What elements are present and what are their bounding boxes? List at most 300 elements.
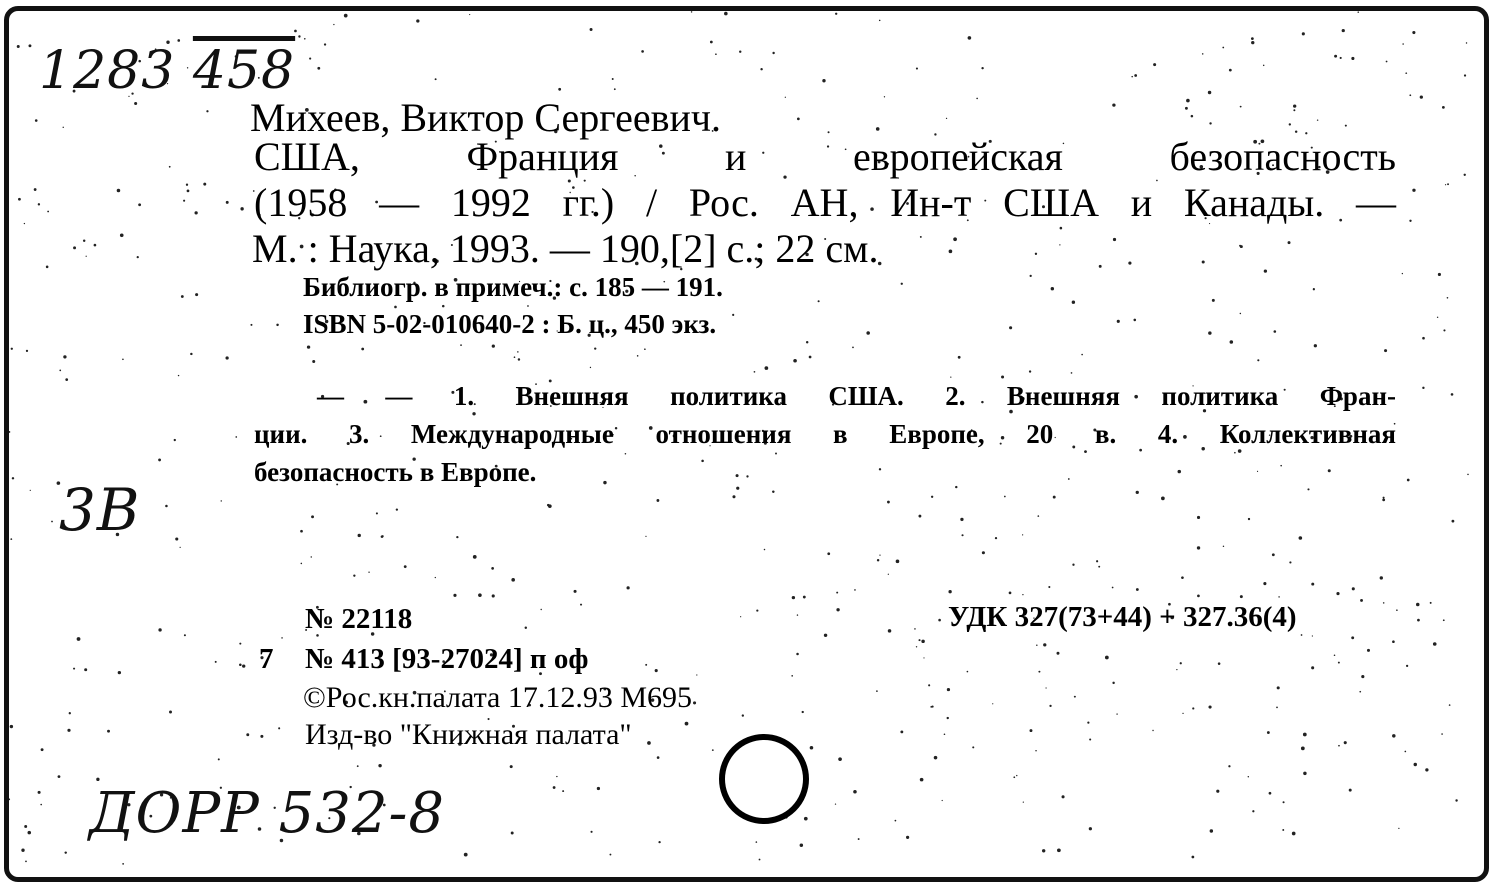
speck bbox=[1035, 750, 1036, 751]
speck bbox=[810, 746, 814, 750]
speck bbox=[1412, 189, 1415, 192]
speck bbox=[183, 200, 185, 202]
title-word: США, bbox=[254, 134, 360, 179]
speck bbox=[715, 53, 717, 55]
speck bbox=[1186, 99, 1190, 103]
speck bbox=[1383, 602, 1385, 604]
handwritten-number-a: 1283 bbox=[39, 41, 176, 101]
speck bbox=[1442, 106, 1445, 109]
speck bbox=[1182, 713, 1183, 714]
speck bbox=[1392, 734, 1395, 737]
speck bbox=[235, 436, 237, 438]
speck bbox=[1218, 662, 1221, 665]
speck bbox=[947, 688, 950, 691]
speck bbox=[1072, 301, 1075, 304]
speck bbox=[627, 586, 630, 589]
speck bbox=[304, 38, 306, 40]
speck bbox=[1289, 561, 1291, 563]
speck bbox=[785, 97, 786, 98]
speck bbox=[1208, 705, 1211, 708]
speck bbox=[896, 560, 900, 564]
speck bbox=[307, 345, 310, 348]
speck bbox=[1009, 326, 1012, 329]
speck bbox=[793, 359, 797, 363]
speck bbox=[960, 518, 963, 521]
speck bbox=[1357, 11, 1359, 13]
speck bbox=[324, 43, 326, 45]
speck bbox=[900, 730, 903, 733]
speck bbox=[759, 859, 761, 861]
speck bbox=[1062, 795, 1065, 798]
speck bbox=[920, 778, 924, 782]
speck bbox=[835, 13, 837, 15]
speck bbox=[86, 256, 87, 257]
speck bbox=[1405, 751, 1407, 753]
speck bbox=[298, 35, 300, 37]
speck bbox=[492, 594, 495, 597]
speck bbox=[772, 491, 775, 493]
speck bbox=[887, 501, 890, 504]
speck bbox=[1313, 288, 1315, 290]
speck bbox=[1409, 94, 1411, 96]
speck bbox=[866, 331, 870, 335]
speck bbox=[1134, 74, 1137, 77]
speck bbox=[888, 629, 892, 632]
speck bbox=[1043, 643, 1046, 646]
speck bbox=[594, 347, 596, 349]
speck bbox=[685, 722, 689, 726]
speck bbox=[1280, 465, 1282, 467]
speck bbox=[1437, 317, 1438, 318]
speck bbox=[797, 614, 798, 615]
order-line: № 413 [93-27024] п оф bbox=[305, 643, 589, 675]
speck bbox=[311, 515, 314, 518]
speck bbox=[1051, 287, 1054, 290]
speck bbox=[344, 14, 348, 18]
isbn-line: ISBN 5-02-010640-2 : Б. ц., 450 экз. bbox=[303, 309, 717, 339]
speck bbox=[1049, 705, 1051, 707]
speck bbox=[972, 746, 974, 748]
bibliography-note: Библиогр. в примеч.: с. 185 — 191. bbox=[303, 272, 723, 302]
speck bbox=[34, 188, 37, 191]
speck bbox=[1338, 662, 1340, 664]
speck bbox=[1060, 227, 1063, 230]
speck bbox=[580, 604, 582, 606]
speck bbox=[1136, 588, 1139, 591]
speck bbox=[1314, 344, 1317, 347]
handwritten-number-b: 458 bbox=[192, 41, 296, 101]
speck bbox=[756, 609, 758, 611]
speck bbox=[1089, 827, 1092, 830]
speck bbox=[353, 575, 355, 577]
speck bbox=[1178, 470, 1181, 473]
speck bbox=[1029, 370, 1031, 372]
speck bbox=[10, 538, 12, 540]
speck bbox=[18, 198, 21, 201]
speck bbox=[1441, 733, 1443, 735]
speck bbox=[1072, 564, 1074, 566]
speck bbox=[28, 831, 32, 834]
speck bbox=[178, 375, 179, 376]
speck bbox=[1349, 789, 1352, 792]
speck bbox=[756, 841, 758, 843]
speck bbox=[1302, 32, 1305, 35]
speck bbox=[416, 19, 419, 22]
speck bbox=[107, 730, 110, 733]
speck bbox=[9, 431, 10, 433]
speck bbox=[260, 735, 263, 738]
speck bbox=[765, 366, 769, 370]
speck bbox=[24, 825, 27, 828]
speck bbox=[460, 344, 462, 346]
speck bbox=[1293, 104, 1296, 107]
speck bbox=[63, 355, 66, 358]
speck bbox=[1071, 372, 1073, 374]
speck bbox=[1274, 330, 1277, 333]
speck bbox=[934, 756, 938, 760]
speck bbox=[1257, 471, 1258, 472]
speck bbox=[976, 98, 978, 100]
speck bbox=[1380, 576, 1383, 579]
speck bbox=[65, 851, 67, 853]
speck bbox=[710, 41, 713, 44]
speck bbox=[625, 453, 627, 455]
handwritten-number bbox=[39, 41, 295, 101]
speck bbox=[28, 44, 31, 47]
speck bbox=[1038, 671, 1040, 673]
speck bbox=[1096, 560, 1098, 562]
speck bbox=[517, 351, 519, 353]
speck bbox=[58, 775, 61, 778]
speck bbox=[1263, 65, 1264, 66]
speck bbox=[1417, 619, 1420, 622]
speck bbox=[1283, 801, 1285, 803]
speck bbox=[992, 703, 993, 704]
speck bbox=[1133, 319, 1136, 322]
speck bbox=[968, 36, 972, 40]
speck bbox=[442, 305, 445, 308]
speck bbox=[1299, 536, 1303, 540]
speck bbox=[511, 832, 514, 835]
speck bbox=[1449, 704, 1451, 706]
speck bbox=[1009, 592, 1012, 595]
speck bbox=[1192, 707, 1194, 709]
speck bbox=[878, 262, 882, 265]
speck bbox=[1112, 103, 1115, 106]
speck bbox=[879, 468, 881, 470]
speck bbox=[760, 68, 762, 70]
speck bbox=[239, 643, 241, 645]
speck bbox=[215, 661, 217, 663]
speck bbox=[818, 300, 820, 302]
speck bbox=[1455, 799, 1457, 801]
speck bbox=[1229, 69, 1232, 72]
speck bbox=[1467, 474, 1469, 476]
speck bbox=[1098, 566, 1100, 568]
speck bbox=[1180, 662, 1182, 664]
speck bbox=[1447, 183, 1449, 185]
speck bbox=[38, 203, 40, 205]
speck bbox=[358, 534, 361, 537]
speck bbox=[792, 596, 795, 599]
speck bbox=[203, 183, 206, 186]
speck bbox=[1412, 31, 1415, 34]
speck bbox=[1185, 107, 1188, 110]
speck bbox=[1257, 359, 1259, 361]
speck bbox=[876, 127, 880, 131]
speck bbox=[916, 646, 917, 647]
speck bbox=[691, 11, 693, 13]
speck bbox=[276, 324, 279, 326]
speck bbox=[1240, 595, 1243, 598]
speck bbox=[77, 637, 81, 641]
speck bbox=[122, 358, 124, 360]
speck bbox=[1074, 696, 1076, 698]
speck bbox=[1416, 603, 1420, 606]
speck bbox=[1057, 652, 1060, 655]
speck bbox=[1116, 713, 1117, 714]
speck bbox=[117, 189, 121, 193]
speck bbox=[1030, 729, 1033, 732]
title-word: и bbox=[725, 134, 747, 179]
speck bbox=[1352, 587, 1355, 590]
speck bbox=[612, 78, 614, 80]
speck bbox=[242, 664, 245, 667]
speck bbox=[1334, 55, 1337, 58]
speck bbox=[527, 305, 529, 307]
speck bbox=[63, 127, 64, 128]
speck bbox=[645, 664, 647, 666]
speck bbox=[1409, 220, 1411, 222]
speck bbox=[1359, 691, 1361, 693]
speck bbox=[746, 475, 748, 477]
catalog-card bbox=[4, 6, 1489, 882]
speck bbox=[11, 348, 13, 350]
speck bbox=[396, 509, 398, 511]
speck bbox=[802, 711, 804, 713]
speck bbox=[1053, 496, 1056, 499]
speck bbox=[158, 628, 161, 631]
speck bbox=[1181, 576, 1184, 579]
speck bbox=[317, 67, 320, 70]
speck bbox=[1317, 119, 1318, 120]
speck bbox=[895, 820, 897, 822]
speck bbox=[1438, 273, 1441, 276]
copyright-line: ©Рос.кн.палата 17.12.93 M695 bbox=[303, 681, 693, 714]
speck bbox=[226, 201, 229, 204]
speck bbox=[931, 705, 933, 707]
speck bbox=[732, 314, 734, 316]
speck bbox=[916, 67, 918, 69]
speck bbox=[938, 619, 941, 622]
speck bbox=[791, 675, 793, 677]
speck bbox=[657, 756, 660, 759]
speck bbox=[742, 714, 744, 716]
speck bbox=[540, 609, 541, 610]
subjects-line-1: — — 1. Внешняя политика США. 2. Внешняя политика Фран- bbox=[317, 381, 1396, 411]
speck bbox=[1202, 53, 1204, 55]
speck bbox=[809, 356, 812, 359]
speck bbox=[30, 490, 31, 491]
title-line-1 bbox=[254, 134, 1396, 180]
speck bbox=[195, 211, 198, 214]
title-word: европейская bbox=[853, 134, 1063, 179]
speck bbox=[1248, 776, 1249, 777]
speck bbox=[1128, 262, 1131, 265]
speck bbox=[94, 244, 97, 247]
speck bbox=[35, 119, 38, 122]
speck bbox=[1191, 115, 1194, 118]
speck bbox=[1212, 299, 1215, 302]
speck bbox=[1452, 520, 1455, 523]
speck bbox=[51, 521, 53, 523]
speck bbox=[1447, 297, 1449, 299]
speck bbox=[368, 572, 369, 573]
title-line-2: (1958 — 1992 гг.) / Рос. АН, Ин-т США и Канады. — bbox=[254, 180, 1396, 225]
speck bbox=[724, 12, 728, 16]
speck bbox=[1223, 546, 1224, 547]
speck bbox=[1136, 491, 1139, 494]
speck bbox=[827, 552, 830, 555]
speck bbox=[1105, 656, 1109, 660]
speck bbox=[1360, 599, 1363, 602]
speck bbox=[1311, 666, 1314, 669]
speck bbox=[614, 88, 616, 90]
speck bbox=[1288, 241, 1291, 244]
speck bbox=[906, 836, 909, 839]
speck bbox=[958, 356, 961, 359]
speck bbox=[995, 537, 997, 539]
speck bbox=[609, 854, 611, 856]
speck bbox=[1112, 682, 1114, 684]
speck bbox=[1466, 42, 1467, 43]
speck bbox=[12, 477, 14, 479]
speck bbox=[644, 348, 646, 350]
handwritten-side-mark: 3B bbox=[59, 476, 141, 544]
speck bbox=[187, 190, 190, 193]
speck bbox=[376, 512, 378, 514]
speck bbox=[696, 674, 697, 675]
speck bbox=[25, 861, 27, 863]
speck bbox=[311, 556, 312, 557]
speck bbox=[478, 593, 482, 597]
speck bbox=[1161, 497, 1165, 501]
speck bbox=[38, 791, 41, 794]
speck bbox=[1099, 265, 1102, 268]
speck bbox=[1292, 832, 1296, 836]
speck bbox=[804, 817, 808, 821]
speck bbox=[218, 758, 220, 760]
speck bbox=[1042, 849, 1045, 852]
speck bbox=[1240, 313, 1241, 314]
speck bbox=[221, 500, 222, 501]
speck bbox=[1303, 733, 1307, 737]
speck bbox=[1153, 63, 1156, 66]
speck bbox=[404, 565, 407, 568]
speck bbox=[1311, 583, 1314, 586]
speck bbox=[83, 240, 85, 242]
speck bbox=[134, 102, 137, 105]
speck bbox=[464, 853, 468, 857]
speck bbox=[948, 590, 951, 593]
speck bbox=[1420, 95, 1423, 98]
speck bbox=[946, 118, 947, 119]
speck bbox=[736, 487, 739, 490]
speck bbox=[931, 496, 933, 498]
speck bbox=[250, 324, 252, 326]
speck bbox=[122, 863, 124, 865]
speck bbox=[1464, 74, 1466, 76]
speck bbox=[914, 628, 916, 630]
speck bbox=[1277, 686, 1280, 689]
speck bbox=[1264, 269, 1267, 272]
speck bbox=[1301, 747, 1305, 751]
speck bbox=[1336, 592, 1339, 595]
speck bbox=[1176, 669, 1177, 670]
speck bbox=[1240, 245, 1243, 248]
subjects-line-2: ции. 3. Международные отношения в Европе, 20 в. 4. Коллективная bbox=[254, 419, 1396, 449]
author-line: Михеев, Виктор Сергеевич. bbox=[250, 95, 722, 140]
title-word: безопасность bbox=[1169, 134, 1396, 179]
speck bbox=[1307, 488, 1309, 490]
speck bbox=[701, 460, 704, 463]
speck bbox=[40, 804, 42, 806]
speck bbox=[655, 669, 658, 672]
speck bbox=[854, 589, 856, 591]
speck bbox=[301, 563, 303, 565]
speck bbox=[120, 234, 124, 238]
speck bbox=[797, 118, 800, 121]
speck bbox=[836, 608, 839, 611]
speck bbox=[1407, 479, 1410, 482]
speck bbox=[1248, 518, 1250, 520]
speck bbox=[1414, 763, 1417, 766]
speck bbox=[473, 555, 477, 559]
speck bbox=[281, 637, 283, 639]
speck bbox=[174, 439, 176, 441]
speck bbox=[754, 371, 756, 373]
speck bbox=[1282, 829, 1284, 831]
speck bbox=[294, 30, 297, 33]
speck bbox=[17, 45, 20, 48]
speck bbox=[1384, 349, 1387, 352]
speck bbox=[118, 671, 121, 674]
speck bbox=[1081, 354, 1083, 356]
speck bbox=[1422, 337, 1425, 340]
publisher-line: Изд-во "Книжная палата" bbox=[305, 718, 632, 751]
speck bbox=[309, 57, 311, 59]
speck bbox=[961, 534, 963, 536]
speck bbox=[1276, 706, 1278, 708]
speck bbox=[921, 640, 924, 643]
speck bbox=[693, 701, 696, 704]
speck bbox=[1112, 587, 1114, 589]
subjects-line-3: безопасность в Европе. bbox=[254, 457, 537, 487]
speck bbox=[1338, 745, 1340, 747]
speck bbox=[1208, 331, 1211, 334]
speck bbox=[1197, 516, 1200, 519]
speck bbox=[955, 486, 957, 488]
speck bbox=[9, 798, 10, 800]
speck bbox=[206, 110, 208, 112]
speck bbox=[1382, 498, 1385, 501]
speck bbox=[73, 668, 75, 670]
speck bbox=[1208, 91, 1211, 94]
speck bbox=[852, 347, 854, 349]
speck bbox=[1361, 675, 1364, 678]
speck bbox=[1334, 654, 1336, 656]
speck bbox=[918, 639, 920, 641]
